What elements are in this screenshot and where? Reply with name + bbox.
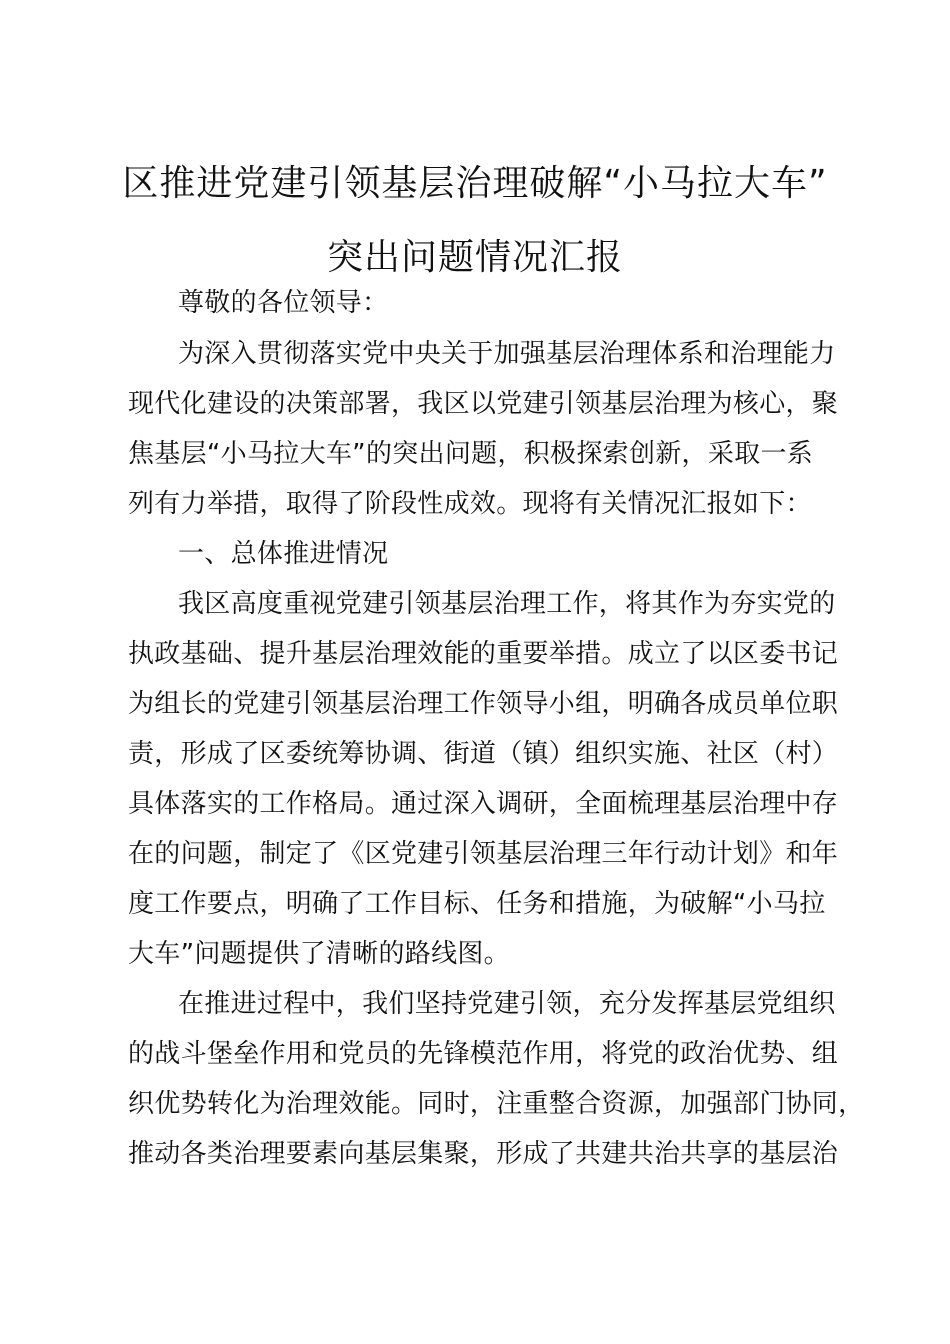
intro-paragraph-line: 列有力举措，取得了阶段性成效。现将有关情况汇报如下： (128, 489, 812, 519)
paragraph-line: 推动各类治理要素向基层集聚，形成了共建共治共享的基层治 (128, 1139, 839, 1169)
paragraph-line: 大车”问题提供了清晰的路线图。 (128, 939, 510, 969)
section-heading: 一、总体推进情况 (178, 539, 389, 569)
paragraph-line: 为组长的党建引领基层治理工作领导小组，明确各成员单位职 (128, 689, 839, 719)
paragraph-line: 织优势转化为治理效能。同时，注重整合资源，加强部门协同， (128, 1089, 865, 1119)
intro-paragraph-line: 为深入贯彻落实党中央关于加强基层治理体系和治理能力 (178, 339, 836, 369)
paragraph-line: 责，形成了区委统筹协调、街道（镇）组织实施、社区（村） (128, 739, 839, 769)
paragraph-line: 度工作要点，明确了工作目标、任务和措施，为破解“小马拉 (128, 889, 826, 919)
intro-paragraph-line: 现代化建设的决策部署，我区以党建引领基层治理为核心，聚 (128, 389, 839, 419)
salutation: 尊敬的各位领导： (178, 288, 389, 318)
paragraph-line: 在推进过程中，我们坚持党建引领，充分发挥基层党组织 (178, 989, 836, 1019)
paragraph-line: 的战斗堡垒作用和党员的先锋模范作用，将党的政治优势、组 (128, 1039, 839, 1069)
document-title-line-1: 区推进党建引领基层治理破解“小马拉大车” (122, 163, 828, 204)
paragraph-line: 具体落实的工作格局。通过深入调研，全面梳理基层治理中存 (128, 789, 839, 819)
paragraph-line: 执政基础、提升基层治理效能的重要举措。成立了以区委书记 (128, 639, 839, 669)
document-title-line-2: 突出问题情况汇报 (326, 237, 623, 278)
paragraph-line: 我区高度重视党建引领基层治理工作，将其作为夯实党的 (178, 589, 836, 619)
paragraph-line: 在的问题，制定了《区党建引领基层治理三年行动计划》和年 (128, 839, 839, 869)
intro-paragraph-line: 焦基层“小马拉大车”的突出问题，积极探索创新，采取一系 (128, 439, 814, 469)
